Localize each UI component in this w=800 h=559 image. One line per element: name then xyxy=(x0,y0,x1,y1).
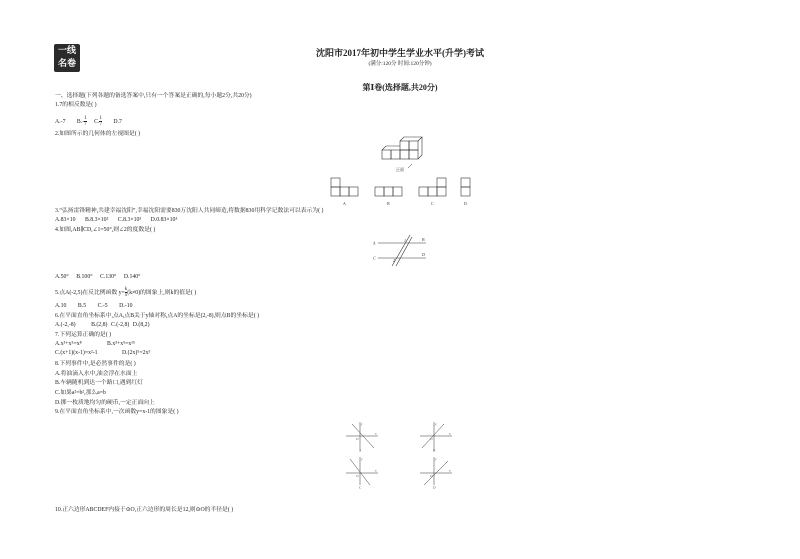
q8-stem: 8.下列事件中,是必然事件的是( ) xyxy=(55,361,136,367)
q7-option-a: A.x³+x⁵=x⁸ xyxy=(55,341,82,347)
q8-option-d: D.掷一枚质地均匀的硬币,一定正面向上 xyxy=(55,400,155,406)
exam-title: 沈阳市2017年初中学生学业水平(升学)考试 xyxy=(316,48,484,58)
q3-option-b: B.8.3×10² xyxy=(84,217,109,223)
q7-option-d: D.(2x)⁵=2x⁵ xyxy=(122,350,151,356)
svg-text:y: y xyxy=(435,457,437,461)
q8-option-b: B.车辆随机到达一个路口,遇到红灯 xyxy=(55,380,143,386)
q8-option-c: C.如果a²=b²,那么a=b xyxy=(55,390,106,396)
q4-parallel-lines-figure xyxy=(372,234,428,268)
q5-option-d: D.-10 xyxy=(119,303,133,309)
q9-graph-b xyxy=(418,420,454,452)
q6-option-b: B.(2,8) xyxy=(91,322,108,328)
q1-frac-b: $\frac{1}{7}$ xyxy=(84,116,87,127)
exam-subtitle: (满分:120分 时间:120分钟) xyxy=(368,61,432,67)
svg-text:y: y xyxy=(361,457,363,461)
svg-text:O: O xyxy=(356,437,359,441)
q8-option-a: A.将油滴入水中,油会浮在水面上 xyxy=(55,371,138,377)
q9-stem: 9.在平面直角坐标系中,一次函数y=x-1的图象是( ) xyxy=(55,409,179,415)
logo-line-2: 名卷 xyxy=(57,59,76,69)
svg-text:O: O xyxy=(430,437,433,441)
svg-text:x: x xyxy=(449,431,451,436)
q9-graph-d xyxy=(418,455,454,489)
q3-option-c: C.8.3×10³ xyxy=(117,217,142,223)
q1-stem: 1.7的相反数是( ) xyxy=(55,102,97,108)
q4-label-c: C xyxy=(373,255,376,261)
q9-graph-a-label: A xyxy=(359,448,362,452)
q9-graph-c xyxy=(344,455,380,489)
svg-text:O: O xyxy=(430,474,433,478)
q3-options xyxy=(55,217,177,224)
q3-stem: 3.“弘扬雷锋精神,共建幸福沈阳”,幸福沈阳需要830万沈阳人共同缔造,将数据830用科学记数法可以表示为( ) xyxy=(55,208,324,214)
q4-label-b: B xyxy=(422,237,425,242)
q6-stem: 6.在平面直角坐标系中,点A,点B关于y轴对称,点A的坐标是(2,-8),则点B的坐标是( ) xyxy=(55,313,260,319)
q6-option-a: A.(-2,-8) xyxy=(55,322,76,328)
q5-options xyxy=(55,303,133,310)
q6-options xyxy=(55,322,150,329)
svg-text:y: y xyxy=(361,422,363,426)
q2-figure-label: 正面 xyxy=(396,167,404,172)
q1-frac-c: $\frac{1}{7}$ xyxy=(99,116,102,127)
q4-option-b: B.100° xyxy=(76,274,93,280)
section-intro: 一、选择题(下列各题的备选答案中,只有一个答案是正确的,每小题2分,共20分) xyxy=(55,93,252,99)
q1-option-b: B.- xyxy=(76,118,85,125)
q5-option-b: B.5 xyxy=(77,303,87,309)
q9-graph-a xyxy=(344,420,380,452)
q6-option-d: D.(8,2) xyxy=(132,322,150,328)
q9-graph-c-label: C xyxy=(359,485,362,489)
q2-option-b-figure xyxy=(374,177,404,207)
q4-options xyxy=(55,274,140,281)
q9-graph-b-label: B xyxy=(433,448,436,452)
q3-option-a: A.83×10 xyxy=(55,217,76,223)
q4-option-a: A.50° xyxy=(55,274,69,280)
q5-fraction: $\frac{k}{x}$ xyxy=(124,287,128,298)
q9-graph-d-label: D xyxy=(433,485,436,489)
q2-stem: 2.如图所示的几何体的左视图是( ) xyxy=(55,131,141,137)
q2-option-b-label: B xyxy=(387,201,390,206)
q4-option-d: D.140° xyxy=(123,274,141,280)
q4-label-2: 2 xyxy=(393,258,395,263)
q4-stem: 4.如图,AB∥CD,∠1=50°,则∠2的度数是( ) xyxy=(55,227,156,233)
q2-option-a-label: A xyxy=(343,201,346,206)
svg-text:x: x xyxy=(449,468,451,473)
q2-option-d-figure xyxy=(458,177,474,207)
svg-text:y: y xyxy=(435,422,437,426)
q1-option-d: D.7 xyxy=(113,118,122,125)
section-title: 第Ⅰ卷(选择题,共20分) xyxy=(362,83,438,92)
svg-text:x: x xyxy=(375,468,377,473)
q5-stem-part-b: (k≠0)的图象上,则k的值是( ) xyxy=(127,289,197,296)
q1-option-c: C. xyxy=(94,118,100,125)
q10-stem: 10.正六边形ABCDEF内接于⊙O,正六边形的周长是12,则⊙O的半径是( ) xyxy=(55,507,234,513)
q5-stem xyxy=(55,287,196,298)
logo-line-1: 一线 xyxy=(57,46,76,56)
q7-option-b: B.x³+x⁵=x¹⁵ xyxy=(107,341,136,347)
q2-option-c-figure xyxy=(418,177,448,207)
q5-option-c: C.-5 xyxy=(97,303,108,309)
q2-solid-figure xyxy=(378,136,428,174)
q4-label-d: D xyxy=(422,252,425,257)
q4-label-1: 1 xyxy=(404,238,406,243)
q7-stem: 7.下列运算正确的是( ) xyxy=(55,332,112,338)
q2-option-d-label: D xyxy=(464,201,467,206)
q1-option-a: A.-7 xyxy=(55,118,66,125)
q6-option-c: C.(-2,8) xyxy=(110,322,130,328)
q1-options xyxy=(55,116,122,127)
q2-option-c-label: C xyxy=(431,201,434,206)
q2-option-a-figure xyxy=(330,177,360,207)
svg-text:O: O xyxy=(356,474,359,478)
q4-option-c: C.130° xyxy=(100,274,117,280)
q5-stem-part-a: 5.点A(-2,5)在反比例函数 y= xyxy=(55,289,125,296)
q7-option-c: C.(x+1)(x-1)=x²-1 xyxy=(55,350,98,356)
q4-label-a: A xyxy=(373,240,376,246)
svg-text:x: x xyxy=(375,431,377,436)
q5-option-a: A.10 xyxy=(55,303,67,309)
q3-option-d: D.0.83×10³ xyxy=(150,217,178,223)
